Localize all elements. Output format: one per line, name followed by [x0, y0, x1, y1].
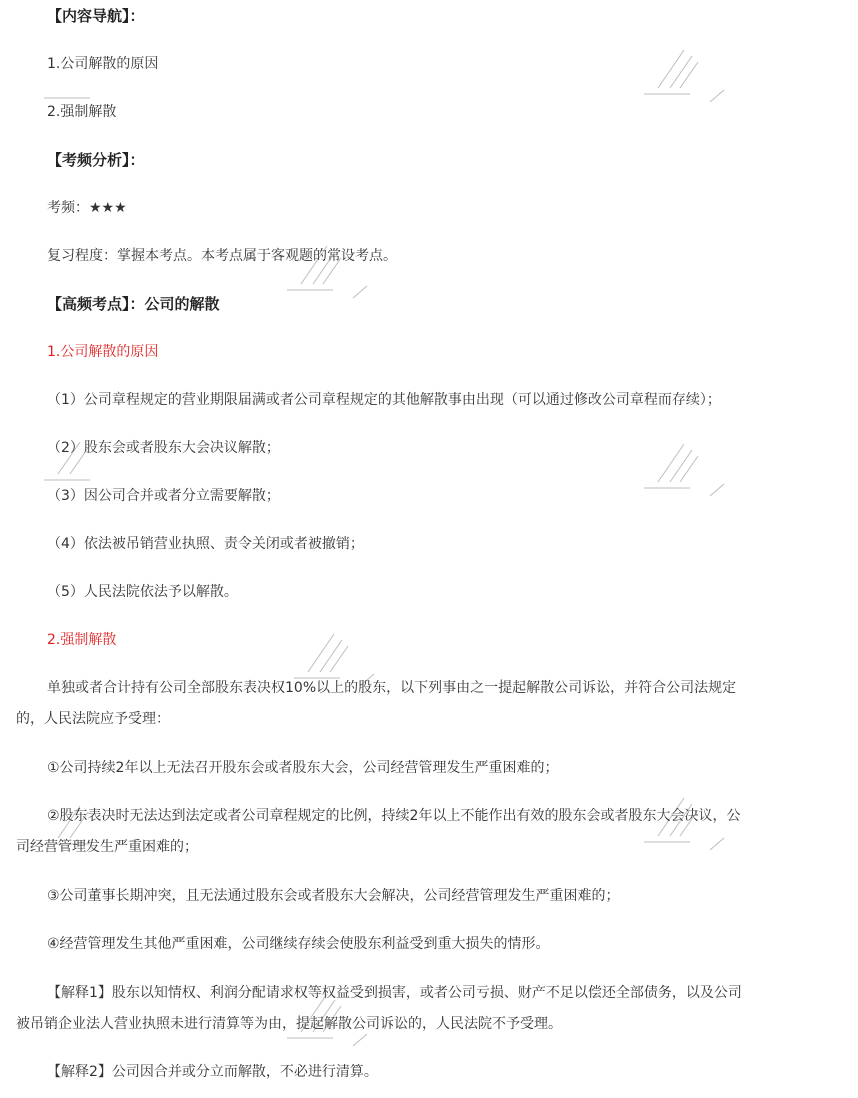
reason-item-2: （2）股东会或者股东大会决议解散；	[47, 440, 280, 456]
watermark-mark	[640, 44, 730, 110]
frequency-text: 考频：★★★	[47, 200, 127, 216]
intro-line-2: 的，人民法院应予受理：	[16, 711, 170, 727]
topic-heading: 【高频考点】：公司的解散	[47, 295, 220, 313]
reason-item-3: （3）因公司合并或者分立需要解散；	[47, 488, 280, 504]
condition-1: ①公司持续2年以上无法召开股东会或者股东大会，公司经营管理发生严重困难的；	[47, 760, 559, 776]
note-2: 【解释2】公司因合并或分立而解散，不必进行清算。	[47, 1064, 378, 1080]
reason-item-4: （4）依法被吊销营业执照、责令关闭或者被撤销；	[47, 536, 364, 552]
nav-item-2[interactable]: 2.强制解散	[47, 104, 117, 120]
review-text: 复习程度：掌握本考点。本考点属于客观题的常设考点。	[47, 248, 397, 264]
watermark-mark	[40, 72, 100, 102]
reason-item-5: （5）人民法院依法予以解散。	[47, 584, 238, 600]
condition-3: ③公司董事长期冲突，且无法通过股东会或者股东大会解决，公司经营管理发生严重困难的；	[47, 888, 620, 904]
watermark-mark	[640, 438, 730, 504]
note-1-line-1: 【解释1】股东以知情权、利润分配请求权等权益受到损害，或者公司亏损、财产不足以偿还全部债务，以及公司	[47, 985, 742, 1001]
nav-item-1[interactable]: 1.公司解散的原因	[47, 56, 159, 72]
section2-title: 2.强制解散	[47, 632, 117, 648]
nav-heading: 【内容导航】：	[47, 7, 145, 25]
reason-item-1: （1）公司章程规定的营业期限届满或者公司章程规定的其他解散事由出现（可以通过修改公司章程而存续）；	[47, 392, 721, 408]
analysis-heading: 【考频分析】：	[47, 151, 145, 169]
condition-4: ④经营管理发生其他严重困难，公司继续存续会使股东利益受到重大损失的情形。	[47, 936, 550, 952]
condition-2-line-1: ②股东表决时无法达到法定或者公司章程规定的比例，持续2年以上不能作出有效的股东会或者股东大会决议，公	[47, 808, 741, 824]
section1-title: 1.公司解散的原因	[47, 344, 159, 360]
note-1-line-2: 被吊销企业法人营业执照未进行清算等为由，提起解散公司诉讼的，人民法院不予受理。	[16, 1016, 562, 1032]
intro-line-1: 单独或者合计持有公司全部股东表决权10%以上的股东，以下列事由之一提起解散公司诉讼，并符合公司法规定	[47, 680, 737, 696]
condition-2-line-2: 司经营管理发生严重困难的；	[16, 839, 198, 855]
